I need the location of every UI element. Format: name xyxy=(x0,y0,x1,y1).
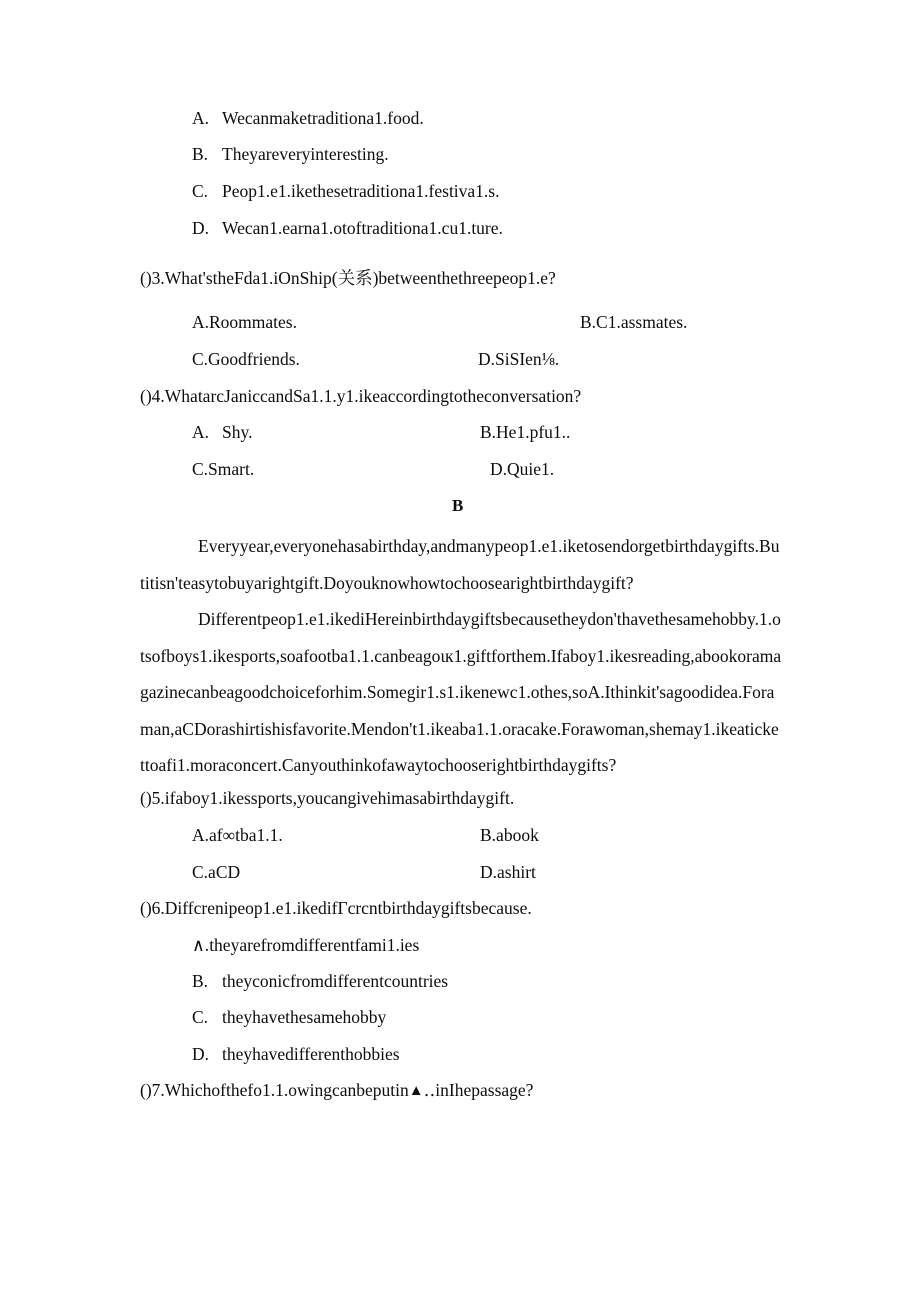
option-text: theyarefromdifferentfami1.ies xyxy=(209,935,420,955)
option-letter: ∧. xyxy=(192,935,210,955)
question-3-option-b: B.C1.assmates. xyxy=(580,312,688,332)
question-7-stem-after: ‥inIhepassage? xyxy=(423,1080,534,1100)
option-letter: A. xyxy=(192,422,210,442)
question-6-stem: ()6.Diffcrenipeop1.e1.ikedifΓcrcntbirthdaygiftsbecause. xyxy=(140,898,532,918)
question-3-stem: ()3.What'stheFda1.iOnShip(关系)betweenthethreepeop1.e? xyxy=(140,268,556,288)
option-row xyxy=(192,183,500,201)
question-5-option-d: D.ashirt xyxy=(480,862,536,882)
question-4-option-c: C.Smart. xyxy=(192,459,255,479)
question-6-option-a xyxy=(192,937,419,955)
question-7-stem-before: ()7.Whichofthefo1.1.owingcanbeputin xyxy=(140,1080,409,1100)
option-letter: D. xyxy=(192,218,210,238)
question-3-option-a: A.Roommates. xyxy=(192,312,297,332)
option-text: theyconicfromdifferentcountries xyxy=(222,971,449,991)
passage-paragraph-2 xyxy=(140,601,782,784)
option-letter: B. xyxy=(192,971,209,991)
question-4-stem: ()4.WhatarcJaniccandSa1.1.y1.ikeaccordingtotheconversation? xyxy=(140,386,582,406)
option-letter: A. xyxy=(192,108,210,128)
option-text: Wecanmaketraditiona1.food. xyxy=(222,108,424,128)
question-4-option-b: B.He1.pfu1.. xyxy=(480,422,571,442)
option-row xyxy=(192,220,503,238)
option-text: theyhavethesamehobby xyxy=(222,1007,387,1027)
question-5-option-a: A.af∞tba1.1. xyxy=(192,825,283,845)
option-letter: B. xyxy=(192,144,209,164)
section-b-heading: B xyxy=(452,496,464,515)
option-text: Shy. xyxy=(222,422,253,442)
option-text: Theyareveryinteresting. xyxy=(222,144,389,164)
option-text: Wecan1.earna1.otoftraditiona1.cu1.ture. xyxy=(222,218,503,238)
option-row xyxy=(192,110,424,128)
question-3-option-c: C.Goodfriends. xyxy=(192,349,300,369)
option-text: Peop1.e1.ikethesetraditiona1.festiva1.s. xyxy=(222,181,500,201)
question-7-stem xyxy=(140,1082,533,1100)
passage-paragraph-1 xyxy=(140,528,782,601)
question-4-option-a xyxy=(192,424,252,442)
question-5-stem: ()5.ifaboy1.ikessports,youcangivehimasabirthdaygift. xyxy=(140,788,515,808)
option-letter: D. xyxy=(192,1044,210,1064)
option-letter: C. xyxy=(192,181,209,201)
black-triangle-icon: ▲ xyxy=(408,1083,424,1099)
question-6-option-d xyxy=(192,1046,400,1064)
question-4-option-d: D.Quie1. xyxy=(490,459,555,479)
option-text: theyhavedifferenthobbies xyxy=(222,1044,400,1064)
question-5-option-b: B.abook xyxy=(480,825,539,845)
option-letter: C. xyxy=(192,1007,209,1027)
paragraph-text: Everyyear,everyonehasabirthday,andmanypeop1.e1.iketosendorgetbirthdaygifts.Butitisn'teasytobuyarightgift.Doyouknowhowtochoosearightbirthdaygift? xyxy=(140,536,780,593)
paragraph-text: Differentpeop1.e1.ikediHereinbirthdaygiftsbecausetheydon'thavethesamehobby.1.otsofboys1.ikesports,soafootba1.1.canbeagoιк1.giftforthem.Ifaboy1.ikesreading,abookoramagazinecanbeagoodchoiceforhim.Somegir1.s1.ikenewc1.othes,soA.Ithinkit'sagoodidea.Foraman,aCDorashirtishisfavorite.Mendon't1.ikeaba1.1.oracake.Forawoman,shemay1.ikeatickettoafi1.moraconcert.Canyouthinkofawaytochooserightbirthdaygifts? xyxy=(140,609,782,775)
question-5-option-c: C.aCD xyxy=(192,862,241,882)
question-6-option-b xyxy=(192,973,448,991)
option-row xyxy=(192,146,389,164)
question-3-option-d: D.SiSIen⅛. xyxy=(478,349,560,369)
question-6-option-c xyxy=(192,1009,386,1027)
